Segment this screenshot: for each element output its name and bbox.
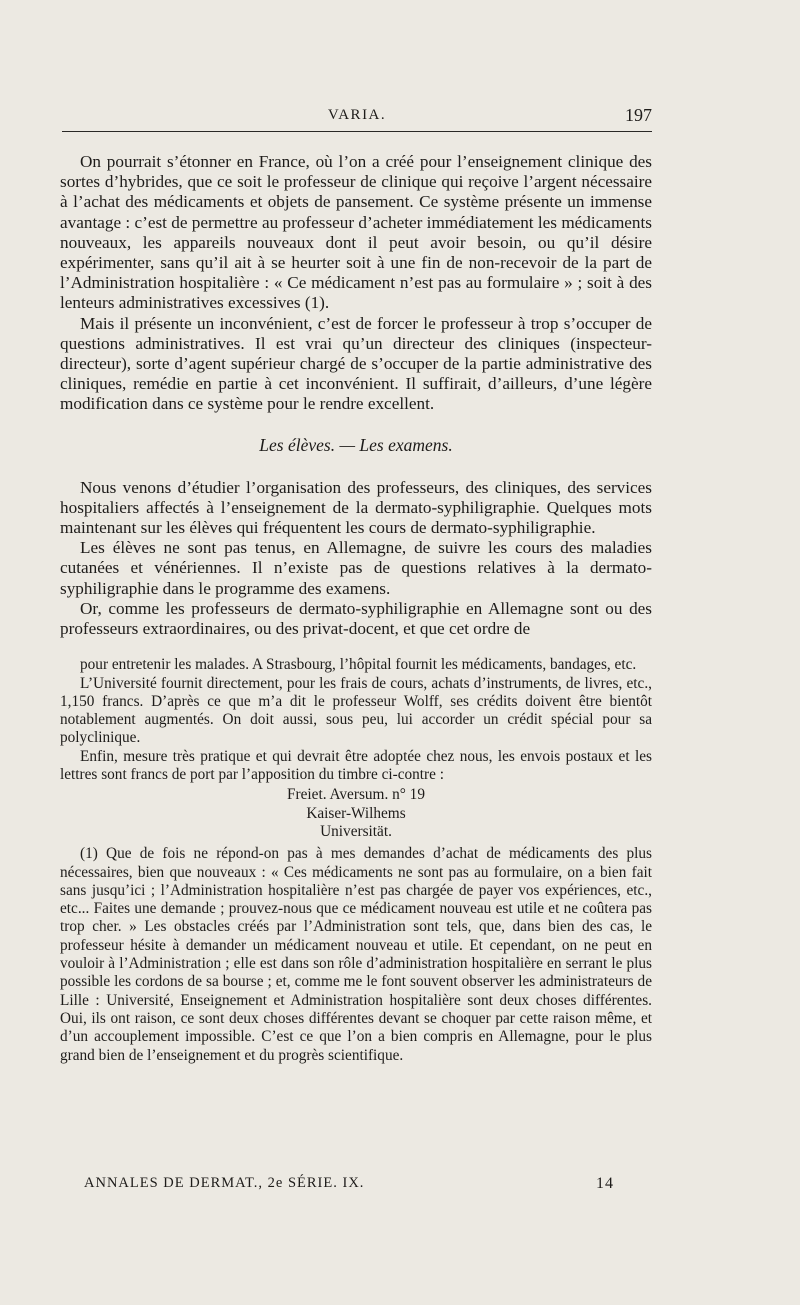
stamp-line: Kaiser-Wilhems <box>306 804 406 822</box>
journal-signature: ANNALES DE DERMAT., 2e SÉRIE. IX. <box>84 1175 365 1191</box>
stamp-line: Freiet. Aversum. n° 19 <box>287 786 425 804</box>
footnote: (1) Que de fois ne répond-on pas à mes demandes d’achat de médicaments des plus nécessaires, bien que nouveaux : « Ces médicaments ne sont pas au formulaire, on a bien fait sans jusqu’ici ; l’Administration hospitalière n’est pas chargée de payer vos expériences, etc., etc... Faites une demande ; prouvez-nous que ce médicament nouveau est utile et ne coûtera pas trop cher. » Les obstacles créés par l’Administration sont tels, que, dans bien des cas, le professeur hésite à demander un médicament nouveau et utile. Et cependant, on ne peut en vouloir à l’Administration ; elle est dans son rôle d’administration hospitalière en serrant le plus possible les cordons de sa bourse ; et, comme me le font souvent observer les administrateurs de Lille : Université, Enseignement et Administration hospitalière sont deux choses différentes. Oui, ils ont raison, ce sont deux choses différentes devant se choquer par cette raison même, et d’un accouplement impossible. C’est ce que l’on a bien compris en Allemagne, pour le plus grand bien de l’enseignement et du progrès scientifique. <box>60 845 652 1064</box>
paragraph: Nous venons d’étudier l’organisation des professeurs, des cliniques, des services hospitaliers affectés à l’enseignement de la dermato-syphiligraphie. Quelques mots maintenant sur les élèves qui fréquentent les cours de dermato-syphiligraphie. <box>60 477 652 538</box>
notes-separator <box>60 639 652 656</box>
main-text <box>60 152 652 639</box>
page-number: 197 <box>625 105 652 125</box>
header-rule <box>62 131 652 132</box>
body-text <box>60 152 652 1065</box>
postal-stamp-text <box>60 786 652 841</box>
note-paragraph: L’Université fournit directement, pour les frais de cours, achats d’instruments, de livres, etc., 1,150 francs. D’après ce que m’a dit le professeur Wolff, ses crédits doivent être bientôt notablement augmentés. On doit aussi, sous peu, lui accorder un crédit spécial pour sa polyclinique. <box>60 674 652 747</box>
paragraph: Les élèves ne sont pas tenus, en Allemagne, de suivre les cours des maladies cutanées et vénériennes. Il n’existe pas de questions relatives à la dermato-syphiligraphie dans le programme des examens. <box>60 538 652 598</box>
paragraph: Or, comme les professeurs de dermato-syphiligraphie en Allemagne sont ou des professeurs extraordinaires, ou des privat-docent, et que cet ordre de <box>60 598 652 639</box>
paragraph: On pourrait s’étonner en France, où l’on a créé pour l’enseignement clinique des sortes d’hybrides, que ce soit le professeur de clinique qui reçoive l’argent nécessaire à l’achat des médicaments et objets de pansement. Ce système présente un immense avantage : c’est de permettre au professeur d’acheter immédiatement les médicaments nouveaux, les appareils nouveaux dont il peut avoir besoin, ou qu’il désire expérimenter, sans qu’il ait à se heurter soit à une fin de non-recevoir de la part de l’Administration hospitalière : « Ce médicament n’est pas au formulaire » ; soit à des lenteurs administratives excessives (1). <box>60 152 652 313</box>
stamp-line: Universität. <box>320 822 392 840</box>
sheet-signature: 14 <box>596 1175 614 1192</box>
section-title: Les élèves. — Les examens. <box>259 434 453 455</box>
notes <box>60 656 652 1065</box>
running-title: VARIA. <box>327 107 387 123</box>
page-footer <box>84 1175 614 1197</box>
paragraph: Mais il présente un inconvénient, c’est de forcer le professeur à trop s’occuper de questions administratives. Il est vrai qu’un directeur des cliniques (inspecteur-directeur), sorte d’agent supérieur chargé de s’occuper de la partie administrative des cliniques, remédie en partie à cet inconvénient. Il suffirait, d’ailleurs, d’une légère modification dans ce système pour le rendre excellent. <box>60 313 652 414</box>
note-paragraph: pour entretenir les malades. A Strasbourg, l’hôpital fournit les médicaments, bandages, etc. <box>80 656 637 674</box>
page-header <box>62 105 652 135</box>
note-paragraph: Enfin, mesure très pratique et qui devrait être adoptée chez nous, les envois postaux et les lettres sont francs de port par l’apposition du timbre ci-contre : <box>60 747 652 784</box>
